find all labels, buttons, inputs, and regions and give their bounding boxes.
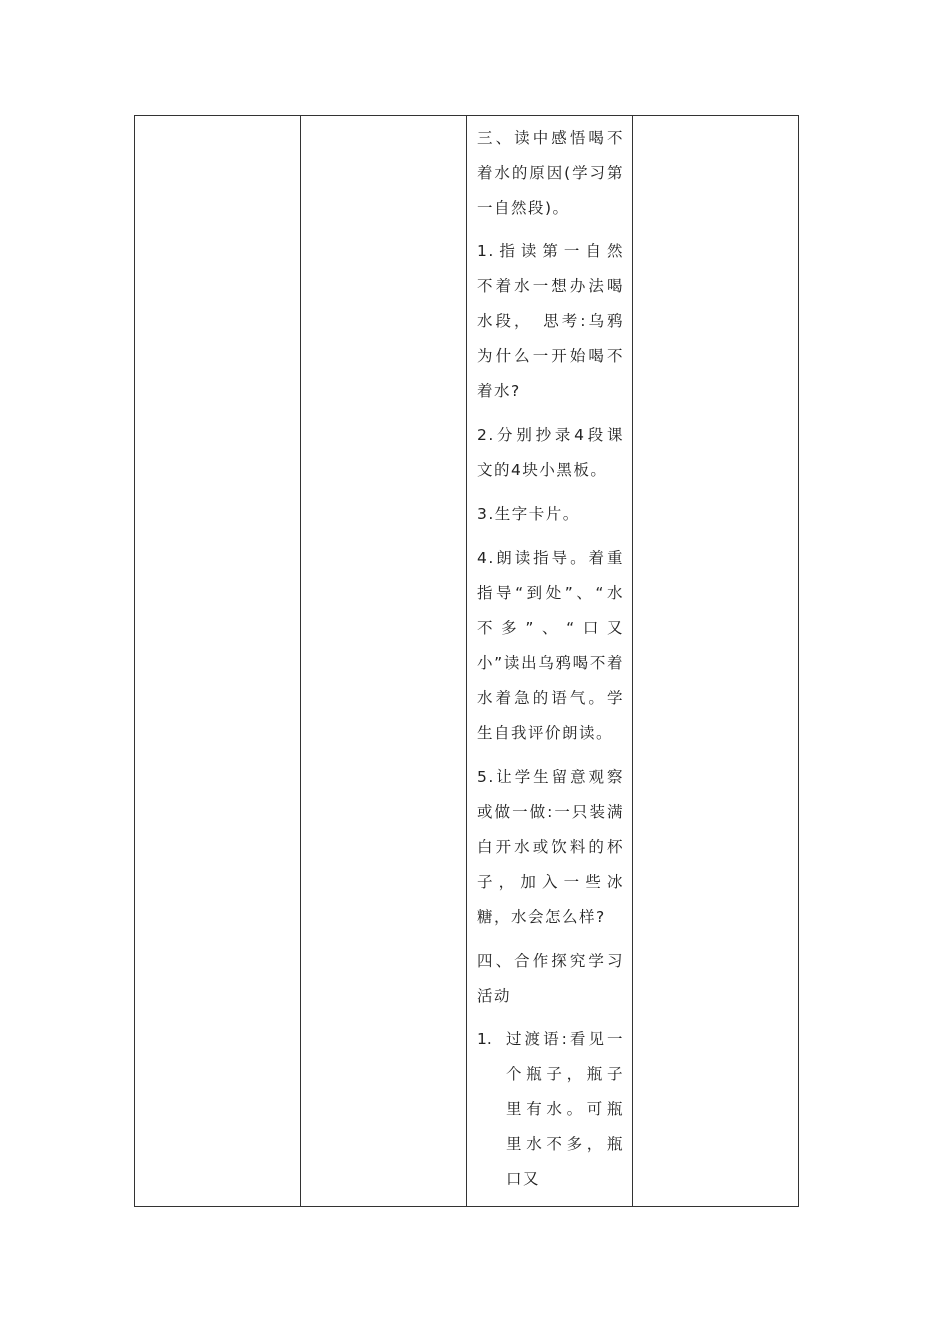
section-3-item-2: 2.分别抄录4段课文的4块小黑板。 <box>477 426 624 479</box>
section-4-item-1-text: 过渡语:看见一个瓶子，瓶子里有水。可瓶里水不多，瓶口又 <box>506 1030 624 1188</box>
section-3-item-5: 5.让学生留意观察或做一做:一只装满白开水或饮料的杯子，加入一些冰糖，水会怎么样? <box>477 768 624 926</box>
section-3-item-4: 4.朗读指导。着重指导“到处”、“水不多”、“口又小”读出乌鸦喝不着水着急的语气。学生自我评价朗读。 <box>477 549 624 742</box>
section-4-list-item <box>477 1022 624 1197</box>
table-cell-col1 <box>135 116 301 1207</box>
list-number: 1. <box>477 1030 492 1048</box>
section-4-heading: 四、合作探究学习活动 <box>477 952 624 1005</box>
table-cell-col4 <box>633 116 799 1207</box>
section-3-item-1: 1.指读第一自然 不着水一想办法喝水段， 思考:乌鸦为什么一开始喝不着水? <box>477 242 642 400</box>
table-cell-teaching-process <box>467 116 642 1207</box>
table-row <box>135 116 799 1207</box>
section-3-item-3: 3.生字卡片。 <box>477 505 580 523</box>
table-cell-col2 <box>301 116 467 1207</box>
section-3-heading: 三、读中感悟喝不着水的原因(学习第一自然段)。 <box>477 129 624 217</box>
lesson-plan-table <box>134 115 799 1207</box>
